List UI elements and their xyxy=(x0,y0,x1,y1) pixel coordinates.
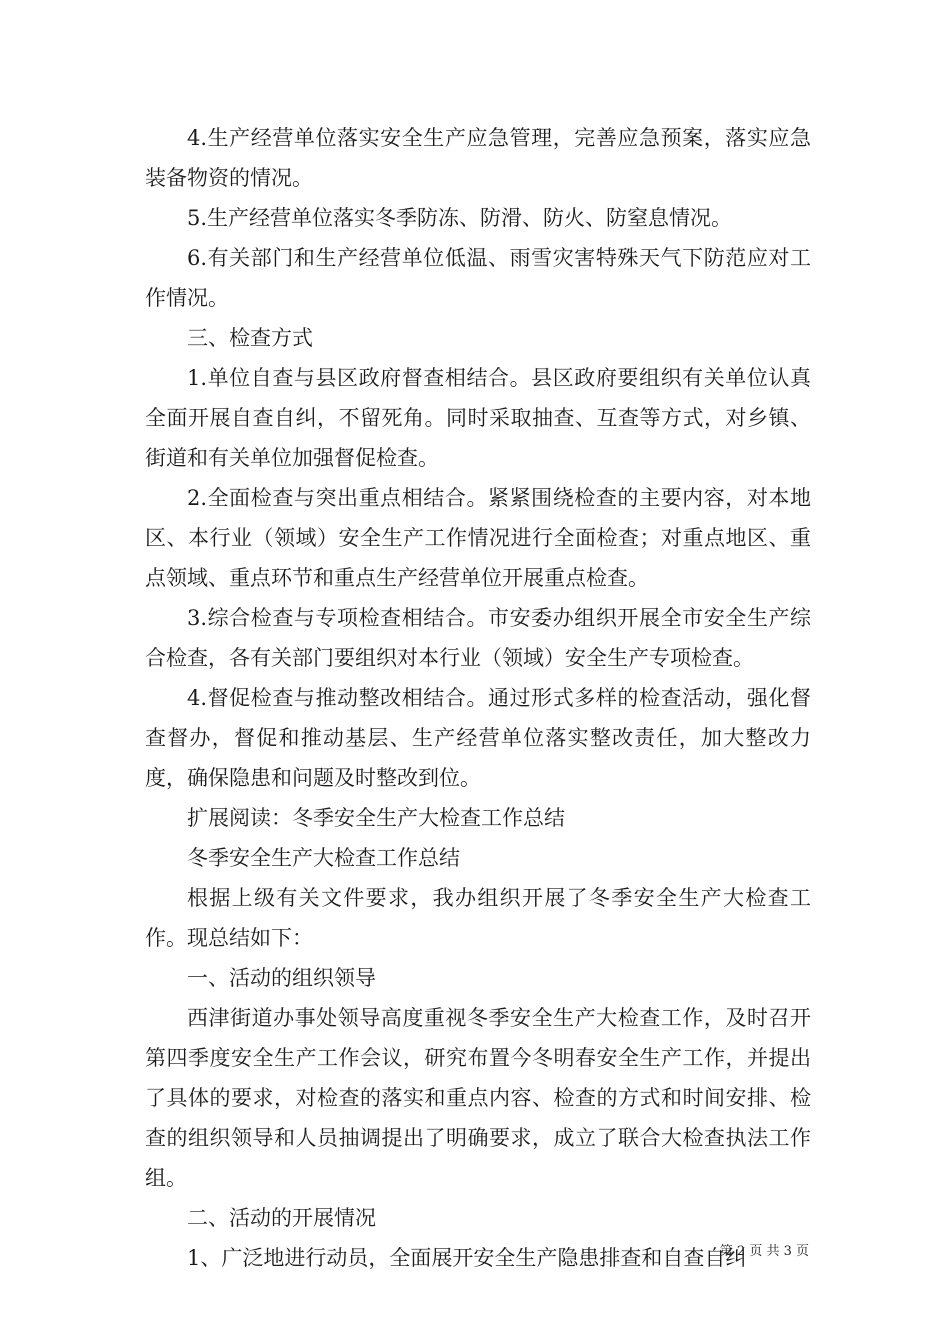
section-heading: 二、活动的开展情况 xyxy=(187,1206,376,1230)
paragraph: 6.有关部门和生产经营单位低温、雨雪灾害特殊天气下防范应对工作情况。 xyxy=(145,246,811,310)
extended-reading-label: 扩展阅读：冬季安全生产大检查工作总结 xyxy=(187,806,565,830)
paragraph: 3.综合检查与专项检查相结合。市安委办组织开展全市安全生产综合检查，各有关部门要组织对本行业（领域）安全生产专项检查。 xyxy=(145,606,811,670)
paragraph: 5.生产经营单位落实冬季防冻、防滑、防火、防窒息情况。 xyxy=(187,206,733,230)
paragraph: 4.生产经营单位落实安全生产应急管理，完善应急预案，落实应急装备物资的情况。 xyxy=(145,126,811,190)
page-number: 第 2 页 共 3 页 xyxy=(719,1244,809,1259)
paragraph: 1、广泛地进行动员，全面展开安全生产隐患排查和自查自纠 xyxy=(187,1246,747,1270)
section-heading: 一、活动的组织领导 xyxy=(187,966,376,990)
paragraph: 2.全面检查与突出重点相结合。紧紧围绕检查的主要内容，对本地区、本行业（领域）安全生产工作情况进行全面检查；对重点地区、重点领域、重点环节和重点生产经营单位开展重点检查。 xyxy=(145,486,811,590)
article-title: 冬季安全生产大检查工作总结 xyxy=(187,846,460,870)
document-body xyxy=(145,118,811,1278)
section-heading: 三、检查方式 xyxy=(187,326,313,350)
paragraph: 4.督促检查与推动整改相结合。通过形式多样的检查活动，强化督查督办，督促和推动基层、生产经营单位落实整改责任，加大整改力度，确保隐患和问题及时整改到位。 xyxy=(145,686,811,790)
paragraph: 根据上级有关文件要求，我办组织开展了冬季安全生产大检查工作。现总结如下： xyxy=(145,886,811,950)
paragraph: 1.单位自查与县区政府督查相结合。县区政府要组织有关单位认真全面开展自查自纠，不留死角。同时采取抽查、互查等方式，对乡镇、街道和有关单位加强督促检查。 xyxy=(145,366,811,470)
paragraph: 西津街道办事处领导高度重视冬季安全生产大检查工作，及时召开第四季度安全生产工作会议，研究布置今冬明春安全生产工作，并提出了具体的要求，对检查的落实和重点内容、检查的方式和时间安排、检查的组织领导和人员抽调提出了明确要求，成立了联合大检查执法工作组。 xyxy=(145,1006,811,1190)
